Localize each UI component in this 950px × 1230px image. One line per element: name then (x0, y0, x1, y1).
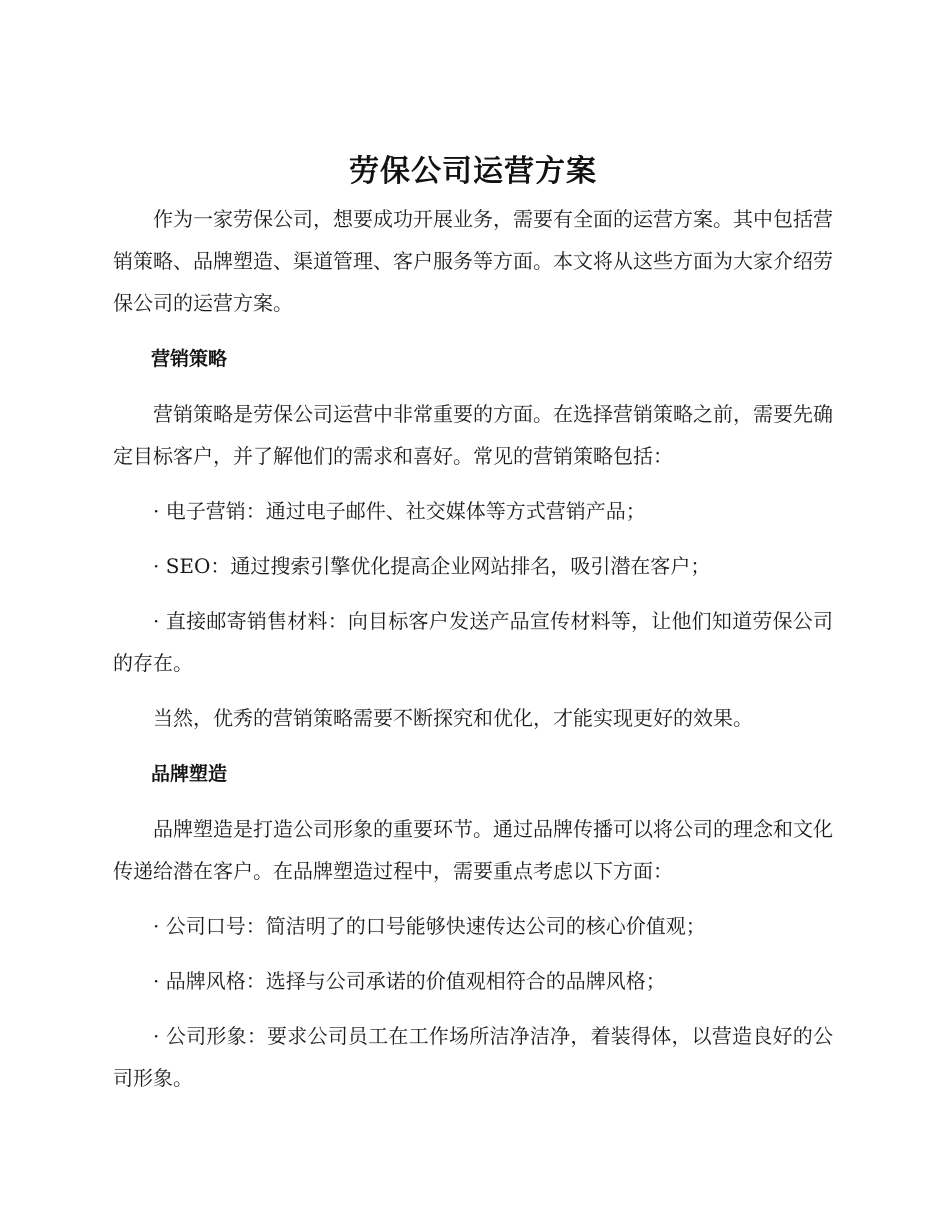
intro-paragraph: 作为一家劳保公司，想要成功开展业务，需要有全面的运营方案。其中包括营销策略、品牌塑造、渠道管理、客户服务等方面。本文将从这些方面为大家介绍劳保公司的运营方案。 (113, 207, 833, 315)
branding-bullet-item: · 品牌风格：选择与公司承诺的价值观相符合的品牌风格； (153, 969, 666, 993)
marketing-bullet-item: · SEO：通过搜索引擎优化提高企业网站排名，吸引潜在客户； (153, 554, 711, 578)
branding-bullet-item: · 公司形象：要求公司员工在工作场所洁净洁净，着装得体，以营造良好的公司形象。 (113, 1024, 833, 1090)
marketing-intro-paragraph: 营销策略是劳保公司运营中非常重要的方面。在选择营销策略之前，需要先确定目标客户，并了解他们的需求和喜好。常见的营销策略包括： (113, 402, 833, 468)
section-heading-branding: 品牌塑造 (151, 763, 228, 785)
branding-bullet-item: · 公司口号：简洁明了的口号能够快速传达公司的核心价值观； (153, 914, 706, 938)
document-title: 劳保公司运营方案 (349, 154, 597, 189)
branding-intro-paragraph: 品牌塑造是打造公司形象的重要环节。通过品牌传播可以将公司的理念和文化传递给潜在客户。在品牌塑造过程中，需要重点考虑以下方面： (113, 817, 833, 883)
document-page (113, 150, 833, 1099)
section-heading-marketing: 营销策略 (151, 348, 228, 370)
marketing-bullet-item: · 电子营销：通过电子邮件、社交媒体等方式营销产品； (153, 499, 646, 523)
marketing-closing-paragraph: 当然，优秀的营销策略需要不断探究和优化，才能实现更好的效果。 (153, 706, 753, 730)
marketing-bullet-item: · 直接邮寄销售材料：向目标客户发送产品宣传材料等，让他们知道劳保公司的存在。 (113, 609, 833, 675)
